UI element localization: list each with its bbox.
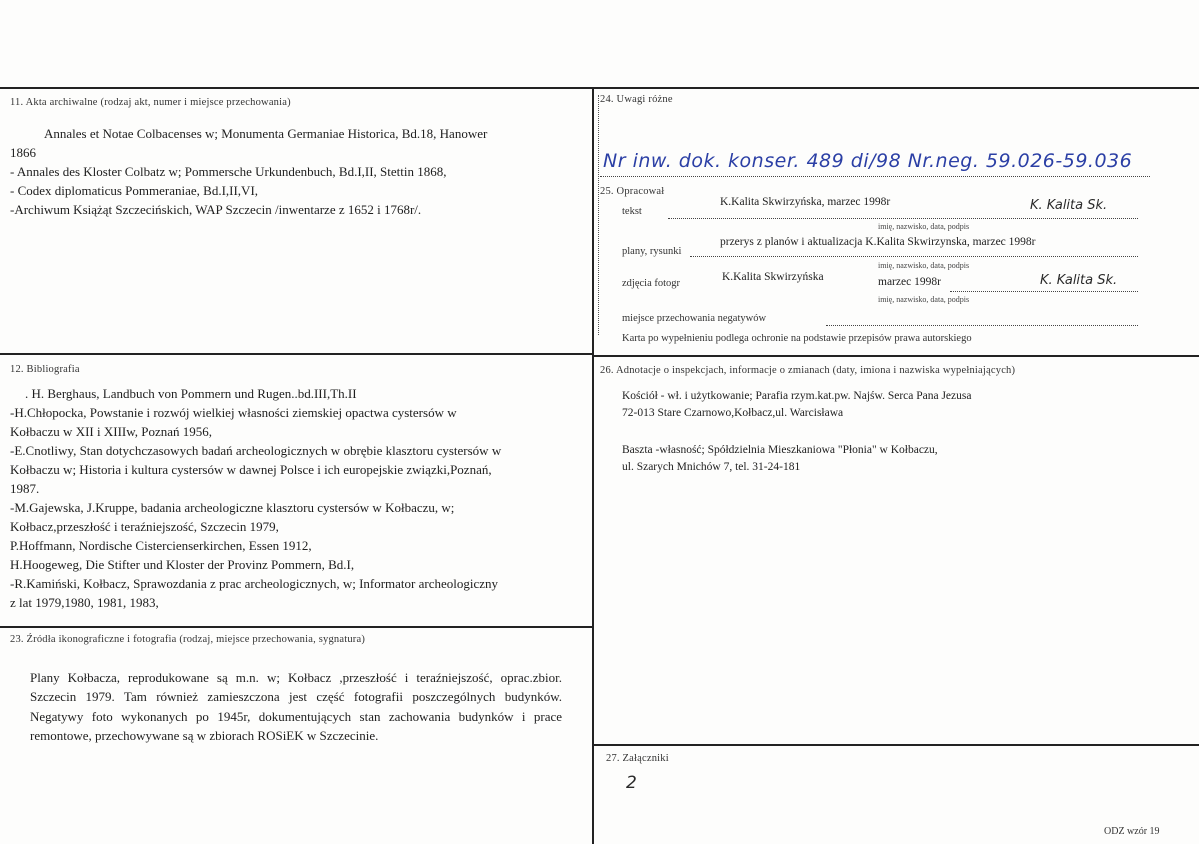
section-11-line: - Annales des Kloster Colbatz w; Pommersche Urkundenbuch, Bd.I,II, Stettin 1868, [10, 164, 447, 179]
bibliography-line: H.Hoogeweg, Die Stifter und Kloster der Provinz Pommern, Bd.I, [10, 557, 355, 572]
section-11-line: Annales et Notae Colbacenses w; Monumenta Germaniae Historica, Bd.18, Hanower [44, 126, 488, 141]
row-value-text: K.Kalita Skwirzyńska, marzec 1998r [720, 196, 891, 208]
section-24-header: 24. Uwagi różne [600, 94, 673, 105]
row-dots-plans [690, 256, 1138, 257]
row-label-photos: zdjęcia fotogr [622, 278, 681, 289]
bibliography-line: -M.Gajewska, J.Kruppe, badania archeologiczne klasztoru cystersów w Kołbaczu, w; [10, 500, 455, 515]
row-dots-text [668, 218, 1138, 219]
signature-photos: K. Kalita Sk. [1040, 273, 1118, 288]
bibliography-line: Kołbaczu w XII i XIIIw, Poznań 1956, [10, 424, 213, 439]
section-25-header: 25. Opracował [600, 186, 665, 197]
annotation-line: ul. Szarych Mnichów 7, tel. 31-24-181 [622, 461, 801, 473]
annotation-line: 72-013 Stare Czarnowo,Kołbacz,ul. Warcisława [622, 407, 844, 419]
bibliography-line: -R.Kamiński, Kołbacz, Sprawozdania z prac archeologicznych, w; Informator archeologiczny [10, 576, 499, 591]
attachments-count: 2 [626, 773, 637, 793]
row-caption-plans: imię, nazwisko, data, podpis [878, 261, 970, 270]
rule-26-27 [592, 744, 1199, 746]
row-label-negatives: miejsce przechowania negatywów [622, 313, 767, 324]
bibliography-line: 1987. [10, 481, 40, 496]
annotation-line: Baszta -własność; Spółdzielnia Mieszkaniowa "Płonia" w Kołbaczu, [622, 444, 938, 456]
row-caption-photos: imię, nazwisko, data, podpis [878, 295, 970, 304]
section-12-header: 12. Bibliografia [10, 364, 80, 375]
annotation-line: Kościół - wł. i użytkowanie; Parafia rzym.kat.pw. Najśw. Serca Pana Jezusa [622, 390, 972, 402]
bibliography-line: z lat 1979,1980, 1981, 1983, [10, 595, 159, 610]
row-value-photos-date: marzec 1998r [878, 276, 941, 288]
row-label-plans: plany, rysunki [622, 246, 682, 257]
bibliography-line: P.Hoffmann, Nordische Cistercienserkirchen, Essen 1912, [10, 538, 312, 553]
row-dots-negatives [826, 325, 1138, 326]
bibliography-line: -E.Cnotliwy, Stan dotychczasowych badań archeologicznych w obrębie klasztoru cystersów w [10, 443, 502, 458]
row-value-photos: K.Kalita Skwirzyńska [722, 271, 824, 283]
inventory-number-handwritten: Nr inw. dok. konser. 489 di/98 Nr.neg. 59.026-59.036 [603, 150, 1133, 172]
section-11-header: 11. Akta archiwalne (rodzaj akt, numer i miejsce przechowania) [10, 97, 291, 108]
section-27-header: 27. Załączniki [606, 753, 669, 764]
rule-12-23 [0, 626, 592, 628]
section-11-line: -Archiwum Książąt Szczecińskich, WAP Szczecin /inwentarze z 1652 i 1768r/. [10, 202, 422, 217]
row-caption-text: imię, nazwisko, data, podpis [878, 222, 970, 231]
row-dots-photos [950, 291, 1138, 292]
row-value-plans: przerys z planów i aktualizacja K.Kalita Skwirzynska, marzec 1998r [720, 236, 1036, 248]
margin-tick [598, 95, 599, 335]
bibliography-line: . H. Berghaus, Landbuch von Pommern und Rugen..bd.III,Th.II [25, 386, 357, 401]
bibliography-line: Kołbaczu w; Historia i kultura cystersów w dawnej Polsce i ich europejskie związki,Poznań, [10, 462, 492, 477]
section-11-line: 1866 [10, 145, 36, 160]
rule-11-12 [0, 353, 592, 355]
section-23-header: 23. Źródła ikonograficzne i fotografia (rodzaj, miejsce przechowania, sygnatura) [10, 634, 366, 645]
bibliography-line: Kołbacz,przeszłość i teraźniejszość, Szczecin 1979, [10, 519, 279, 534]
center-divider [592, 87, 594, 844]
row-label-text: tekst [622, 206, 642, 217]
form-code: ODZ wzór 19 [1104, 826, 1160, 837]
bibliography-line: -H.Chłopocka, Powstanie i rozwój wielkiej własności ziemskiej opactwa cystersów w [10, 405, 457, 420]
copyright-note: Karta po wypełnieniu podlega ochronie na podstawie przepisów prawa autorskiego [622, 333, 972, 344]
section-11-line: - Codex diplomaticus Pommeraniae, Bd.I,II,VI, [10, 183, 259, 198]
rule-25-26 [592, 355, 1199, 357]
signature-text: K. Kalita Sk. [1030, 198, 1108, 213]
section-26-header: 26. Adnotacje o inspekcjach, informacje o zmianach (daty, imiona i nazwiska wypełniających) [600, 365, 1016, 376]
top-rule [0, 87, 1199, 89]
handwritten-baseline [600, 176, 1150, 177]
iconography-text: Plany Kołbacza, reprodukowane są m.n. w; Kołbacz ,przeszłość i teraźniejszość, oprac.zbior. Szczecin 1979. Tam również zamieszczona jest część fotografii poszczególnych budynków. Negatywy foto wykonanych po 1945r, dokumentujących stan zachowania budynków i prace remontowe, przechowywane są w zbiorach ROSiEK w Szczecinie. [30, 670, 562, 744]
